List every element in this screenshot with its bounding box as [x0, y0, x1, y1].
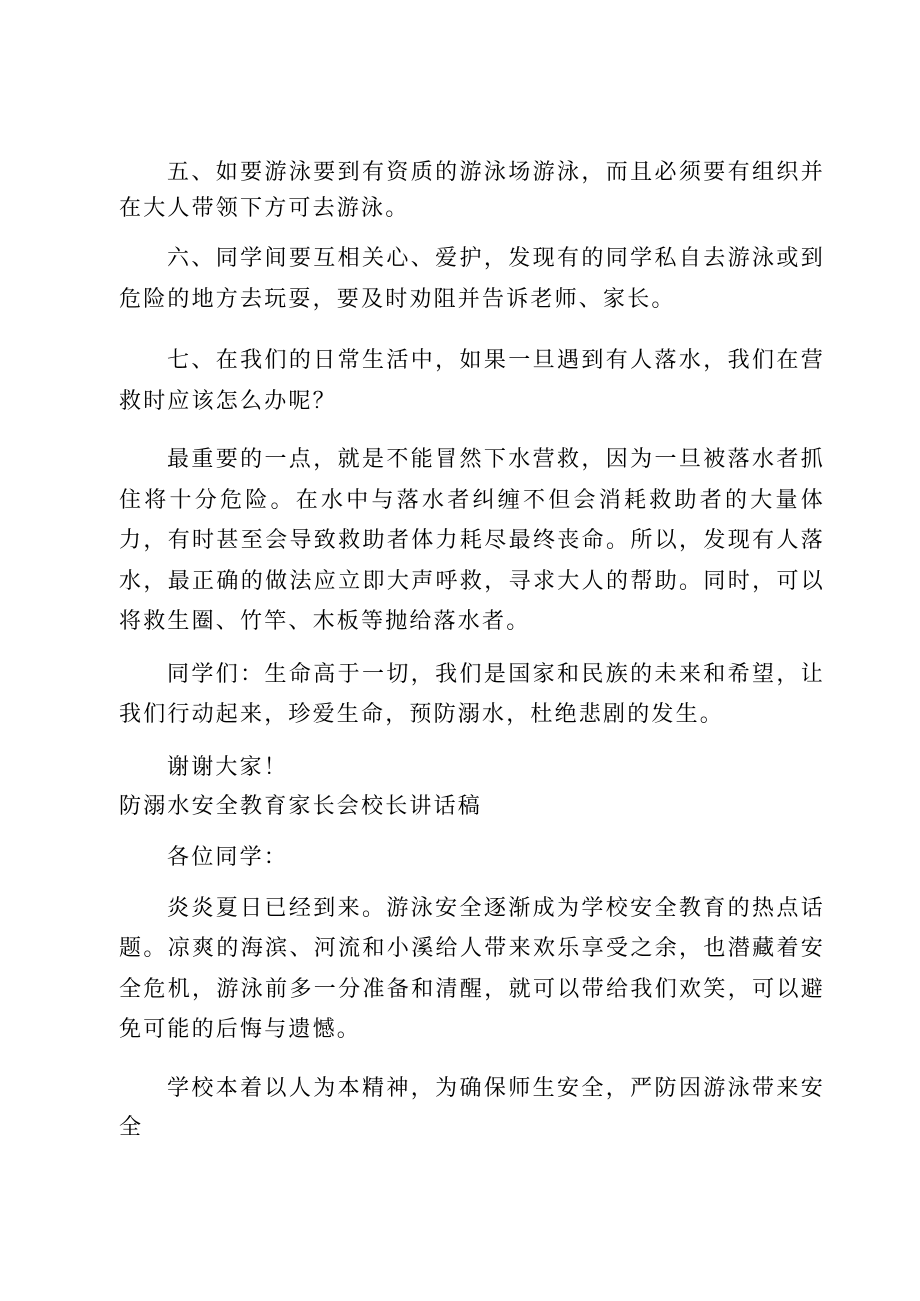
document-text: [119, 155, 825, 1147]
paragraph-closing-appeal: 同学们：生命高于一切，我们是国家和民族的未来和希望，让我们行动起来，珍爱生命，预防溺水，杜绝悲剧的发生。: [119, 661, 825, 727]
paragraph-item-7: 七、在我们的日常生活中，如果一旦遇到有人落水，我们在营救时应该怎么办呢？: [119, 348, 825, 414]
paragraph-item-6: 六、同学间要互相关心、爱护，发现有的同学私自去游泳或到危险的地方去玩耍，要及时劝阻并告诉老师、家长。: [119, 246, 825, 312]
paragraph-summer-safety: 炎炎夏日已经到来。游泳安全逐渐成为学校安全教育的热点话题。凉爽的海滨、河流和小溪给人带来欢乐享受之余，也潜藏着安全危机，游泳前多一分准备和清醒，就可以带给我们欢笑，可以避免可能的后悔与遗憾。: [119, 895, 825, 1042]
greeting: 各位同学：: [167, 844, 289, 870]
paragraph-item-5: 五、如要游泳要到有资质的游泳场游泳，而且必须要有组织并在大人带领下方可去游泳。: [119, 160, 825, 221]
paragraph-school-policy: 学校本着以人为本精神，为确保师生安全，严防因游泳带来安全: [119, 1075, 825, 1140]
paragraph-rescue-advice: 最重要的一点，就是不能冒然下水营救，因为一旦被落水者抓住将十分危险。在水中与落水者纠缠不但会消耗救助者的大量体力，有时甚至会导致救助者体力耗尽最终丧命。所以，发现有人落水，最正确的做法应立即大声呼救，寻求大人的帮助。同时，可以将救生圈、竹竿、木板等抛给落水者。: [119, 447, 825, 634]
paragraph-thanks: 谢谢大家！: [167, 754, 289, 780]
section-title: 防溺水安全教育家长会校长讲话稿: [119, 793, 483, 819]
